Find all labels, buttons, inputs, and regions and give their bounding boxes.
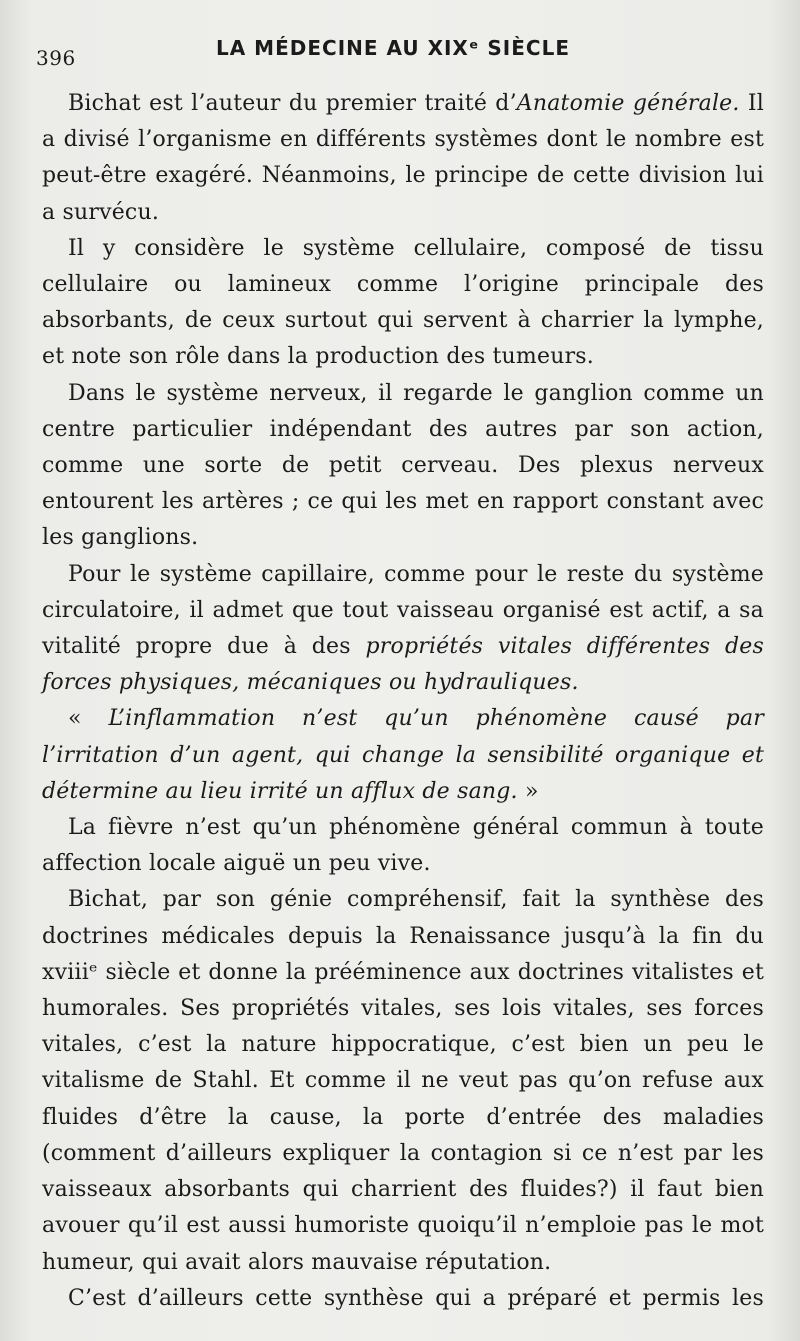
paragraph: [42, 1281, 764, 1317]
text-run: «: [68, 706, 109, 732]
text-run: Il a divisé l’organisme en différents systèmes dont le nombre est peut-être exagéré. Néanmoins, le principe de cette division lui a survécu.: [42, 91, 764, 225]
paragraph-quote: [42, 701, 764, 810]
text-run: Il y considère le système cellulaire, composé de tissu cellulaire ou lamineux comme l’origine principale des absorbants, de ceux surtout qui servent à charrier la lymphe, et note son rôle dans la production des tumeurs.: [42, 235, 764, 370]
text-run: Bichat est l’auteur du premier traité d’: [68, 91, 517, 116]
text-run: Pour le système capillaire, comme pour le reste du système circulatoire, il admet que tout vaisseau organisé est actif, a sa vitalité propre due à des: [42, 561, 764, 660]
paragraph: [42, 231, 764, 376]
paragraph: [42, 557, 764, 702]
paragraph: [42, 376, 764, 557]
paragraph: [42, 882, 764, 1280]
page-number: 396: [36, 46, 76, 70]
text-run: Bichat, par son génie compréhensif, fait la synthèse des doctrines médicales depuis la Renaissance jusqu’à la fin du xviiiᵉ siècle et donne la prééminence aux doctrines vitalistes et humorales. Ses propriétés vitales, ses lois vitales, ses forces vitales, c’est la nature hippocratique, c’est bien un peu le vitalisme de Stahl. Et comme il ne veut pas qu’on refuse aux fluides d’être la cause, la porte d’entrée des maladies (comment d’ailleurs expliquer la contagion si ce n’est par les vaisseaux absorbants qui charrient des fluides?) il faut bien avouer qu’il est aussi humoriste quoiqu’il n’emploie pas le mot humeur, qui avait alors mauvaise réputation.: [42, 887, 764, 1275]
text-run: La fièvre n’est qu’un phénomène général commun à toute affection locale aiguë un peu vive.: [42, 815, 764, 877]
running-title: LA MÉDECINE AU XIXᵉ SIÈCLE: [216, 36, 570, 60]
text-run: C’est d’ailleurs cette synthèse qui a préparé et permis les: [68, 1285, 764, 1311]
paragraph: [42, 810, 764, 882]
text-run-italic: Anatomie générale.: [516, 91, 740, 116]
body-text: [42, 86, 764, 1317]
text-run-italic: L’inflammation n’est qu’un phénomène causé par l’irritation d’un agent, qui change la sensibilité organique et détermine au lieu irrité un afflux de sang.: [42, 706, 765, 804]
text-run-italic: propriétés vitales différentes des forces physiques, mécaniques ou hydrauliques.: [42, 634, 765, 696]
text-run: Dans le système nerveux, il regarde le ganglion comme un centre particulier indépendant des autres par son action, comme une sorte de petit cerveau. Des plexus nerveux entourent les artères ; ce qui les met en rapport constant avec les ganglions.: [42, 380, 764, 551]
paragraph: [42, 86, 764, 231]
page-header: [36, 36, 756, 76]
text-run: »: [517, 778, 539, 804]
